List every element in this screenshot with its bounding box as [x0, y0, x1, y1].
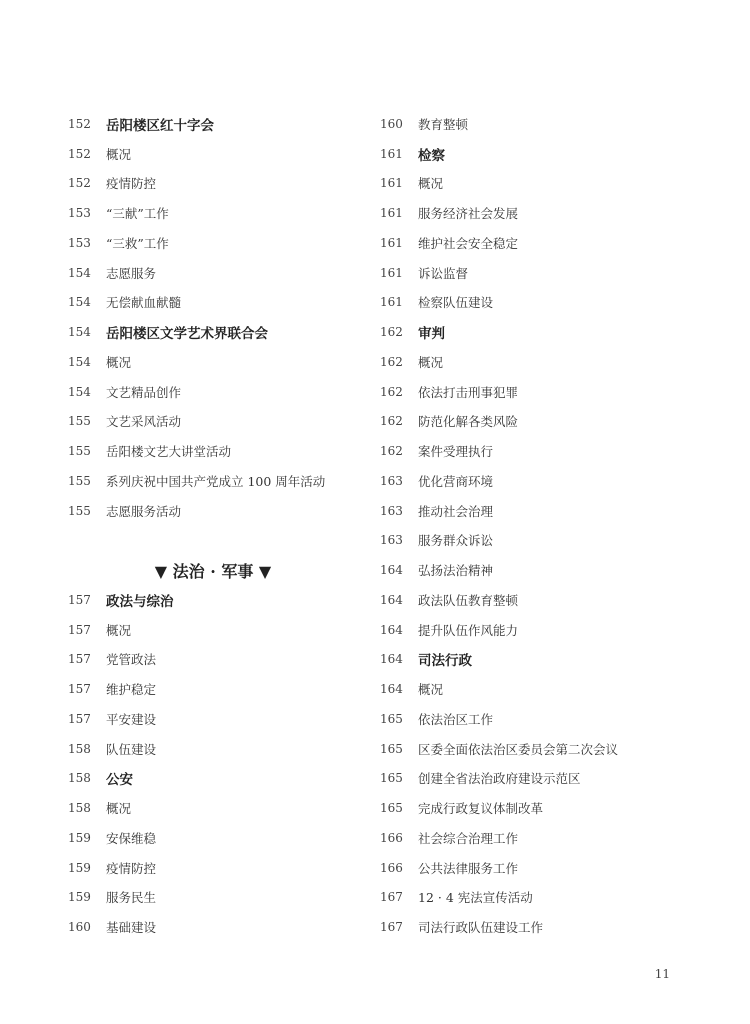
toc-entry-title: 维护社会安全稳定 [418, 235, 519, 251]
toc-page-number: 157 [68, 682, 91, 697]
toc-entry-title: 优化营商环境 [418, 473, 494, 489]
toc-entry-title: 概况 [106, 801, 132, 817]
toc-page-number: 167 [380, 890, 403, 905]
toc-entry-title: 12 · 4 宪法宣传活动 [418, 890, 533, 906]
toc-entry [380, 555, 710, 585]
toc-page-number: 164 [380, 652, 403, 667]
toc-entry [380, 883, 710, 913]
toc-entry-title: 文艺精品创作 [106, 384, 182, 400]
toc-page-number: 163 [380, 503, 403, 518]
toc-page-number: 159 [68, 890, 91, 905]
toc-entry-title: 岳阳楼区红十字会 [106, 117, 214, 134]
toc-page-number: 165 [380, 741, 403, 756]
toc-entry [68, 288, 368, 318]
toc-page-number: 155 [68, 444, 91, 459]
toc-page-number: 154 [68, 325, 91, 340]
toc-entry-title: 岳阳楼文艺大讲堂活动 [106, 444, 232, 460]
toc-entry [380, 585, 710, 615]
toc-entry-title: 队伍建设 [106, 741, 157, 757]
toc-entry [68, 258, 368, 288]
toc-page-number: 161 [380, 146, 403, 161]
toc-section-heading [68, 109, 368, 139]
toc-entry-title: 依法打击刑事犯罪 [418, 384, 519, 400]
toc-entry [68, 198, 368, 228]
toc-entry-title: 服务民生 [106, 890, 157, 906]
toc-entry-title: 教育整顿 [418, 116, 469, 132]
toc-page-number: 159 [68, 860, 91, 875]
toc-entry-title: 系列庆祝中国共产党成立 100 周年活动 [106, 473, 326, 489]
toc-entry-title: 志愿服务活动 [106, 503, 182, 519]
toc-entry [380, 704, 710, 734]
toc-entry-title: 推动社会治理 [418, 503, 494, 519]
toc-page-number: 158 [68, 741, 91, 756]
toc-entry-title: 依法治区工作 [418, 711, 494, 727]
section-spacer [68, 526, 368, 556]
toc-page-number: 153 [68, 206, 91, 221]
toc-entry [380, 823, 710, 853]
toc-entry [380, 288, 710, 318]
toc-entry-title: “三献”工作 [106, 206, 169, 222]
toc-entry [380, 109, 710, 139]
section-title: ▼ 法治 · 军事 ▼ [154, 561, 272, 581]
toc-entry-title: 概况 [106, 622, 132, 638]
toc-page-number: 160 [68, 920, 91, 935]
toc-left-column [68, 109, 368, 942]
toc-entry [68, 377, 368, 407]
toc-page-number: 153 [68, 235, 91, 250]
toc-entry-title: 公共法律服务工作 [418, 860, 519, 876]
toc-entry-title: 服务群众诉讼 [418, 533, 494, 549]
toc-page-number: 158 [68, 771, 91, 786]
toc-page-number: 165 [380, 711, 403, 726]
toc-entry [380, 258, 710, 288]
toc-entry [380, 436, 710, 466]
toc-entry-title: 平安建设 [106, 711, 157, 727]
toc-page-number: 158 [68, 801, 91, 816]
page-number: 11 [654, 967, 670, 981]
toc-page-number: 157 [68, 711, 91, 726]
toc-page-number: 161 [380, 235, 403, 250]
toc-entry [68, 436, 368, 466]
toc-entry [68, 139, 368, 169]
toc-page-number: 155 [68, 503, 91, 518]
toc-entry-title: 提升队伍作风能力 [418, 622, 519, 638]
toc-page-number: 166 [380, 860, 403, 875]
toc-entry [380, 169, 710, 199]
toc-entry-title: 基础建设 [106, 920, 157, 936]
toc-entry-title: 无偿献血献髓 [106, 295, 182, 311]
toc-page-number: 164 [380, 592, 403, 607]
toc-entry [68, 466, 368, 496]
toc-entry [380, 615, 710, 645]
toc-left-group-1 [68, 109, 368, 526]
toc-page-number: 164 [380, 622, 403, 637]
toc-entry [68, 853, 368, 883]
toc-entry [380, 853, 710, 883]
toc-page-number: 162 [380, 354, 403, 369]
toc-entry-title: 概况 [106, 146, 132, 162]
toc-entry-title: 党管政法 [106, 652, 157, 668]
toc-page-number: 161 [380, 176, 403, 191]
toc-page-number: 162 [380, 384, 403, 399]
toc-left-group-2 [68, 585, 368, 942]
toc-entry-title: 检察 [418, 147, 445, 164]
toc-page-number: 154 [68, 265, 91, 280]
toc-entry-title: 政法与综治 [106, 593, 174, 610]
toc-entry-title: 审判 [418, 326, 445, 343]
toc-entry-title: 疫情防控 [106, 176, 157, 192]
toc-entry [380, 496, 710, 526]
toc-entry-title: 岳阳楼区文学艺术界联合会 [106, 326, 268, 343]
toc-entry [68, 674, 368, 704]
toc-entry [380, 407, 710, 437]
toc-entry-title: 司法行政 [418, 653, 472, 670]
toc-section-heading [380, 317, 710, 347]
toc-entry-title: 公安 [106, 772, 133, 789]
toc-page-number: 155 [68, 473, 91, 488]
toc-entry [68, 496, 368, 526]
toc-entry-title: 疫情防控 [106, 860, 157, 876]
toc-page-number: 154 [68, 354, 91, 369]
toc-entry-title: 安保维稳 [106, 830, 157, 846]
toc-entry-title: 社会综合治理工作 [418, 830, 519, 846]
toc-entry-title: 维护稳定 [106, 682, 157, 698]
toc-section-heading [380, 139, 710, 169]
toc-page-number: 161 [380, 265, 403, 280]
toc-entry-title: 概况 [106, 354, 132, 370]
toc-entry-title: 案件受理执行 [418, 444, 494, 460]
toc-page-number: 164 [380, 563, 403, 578]
toc-entry-title: 文艺采风活动 [106, 414, 182, 430]
toc-entry [68, 615, 368, 645]
toc-section-heading [68, 585, 368, 615]
toc-page-number: 166 [380, 830, 403, 845]
toc-page-number: 152 [68, 176, 91, 191]
toc-entry [68, 169, 368, 199]
toc-entry-title: 区委全面依法治区委员会第二次会议 [418, 741, 619, 757]
toc-entry-title: 服务经济社会发展 [418, 206, 519, 222]
toc-right-column [380, 109, 710, 942]
toc-page-number: 157 [68, 622, 91, 637]
toc-entry [380, 228, 710, 258]
toc-entry [380, 377, 710, 407]
toc-page-number: 165 [380, 771, 403, 786]
toc-entry-title: “三救”工作 [106, 235, 169, 251]
toc-entry [68, 704, 368, 734]
toc-entry-title: 防范化解各类风险 [418, 414, 519, 430]
toc-page-number: 157 [68, 652, 91, 667]
toc-page-number: 154 [68, 384, 91, 399]
toc-entry [380, 674, 710, 704]
toc-page-number: 163 [380, 533, 403, 548]
toc-page-number: 164 [380, 682, 403, 697]
toc-entry-title: 完成行政复议体制改革 [418, 801, 544, 817]
toc-page-number: 159 [68, 830, 91, 845]
toc-entry [380, 347, 710, 377]
toc-page-number: 154 [68, 295, 91, 310]
toc-entry [68, 645, 368, 675]
toc-entry-title: 志愿服务 [106, 265, 157, 281]
toc-entry-title: 概况 [418, 682, 444, 698]
toc-entry [68, 407, 368, 437]
toc-entry [380, 198, 710, 228]
toc-page-number: 161 [380, 206, 403, 221]
toc-entry [380, 764, 710, 794]
toc-page-number: 167 [380, 920, 403, 935]
toc-entry-title: 政法队伍教育整顿 [418, 592, 519, 608]
toc-entry [380, 466, 710, 496]
toc-section-heading [380, 645, 710, 675]
toc-entry [68, 912, 368, 942]
toc-page-number: 165 [380, 801, 403, 816]
toc-entry-title: 司法行政队伍建设工作 [418, 920, 544, 936]
toc-page-number: 155 [68, 414, 91, 429]
toc-entry-title: 创建全省法治政府建设示范区 [418, 771, 581, 787]
toc-section-heading [68, 317, 368, 347]
toc-entry [68, 823, 368, 853]
toc-entry-title: 概况 [418, 354, 444, 370]
toc-entry [68, 883, 368, 913]
toc-page-number: 152 [68, 116, 91, 131]
toc-page-number: 157 [68, 592, 91, 607]
toc-entry-title: 检察队伍建设 [418, 295, 494, 311]
toc-page-number: 163 [380, 473, 403, 488]
toc-page-number: 152 [68, 146, 91, 161]
toc-page-number: 162 [380, 414, 403, 429]
toc-entry-title: 概况 [418, 176, 444, 192]
toc-entry [380, 734, 710, 764]
toc-entry-title: 弘扬法治精神 [418, 563, 494, 579]
toc-entry [68, 228, 368, 258]
toc-entry [68, 347, 368, 377]
toc-section-heading [68, 764, 368, 794]
toc-entry [380, 526, 710, 556]
toc-entry [380, 793, 710, 823]
toc-entry [68, 734, 368, 764]
toc-right-group [380, 109, 710, 942]
toc-entry-title: 诉讼监督 [418, 265, 469, 281]
toc-entry [68, 793, 368, 823]
toc-page-number: 162 [380, 325, 403, 340]
toc-page-number: 160 [380, 116, 403, 131]
toc-page-number: 161 [380, 295, 403, 310]
toc-page-number: 162 [380, 444, 403, 459]
toc-entry [380, 912, 710, 942]
